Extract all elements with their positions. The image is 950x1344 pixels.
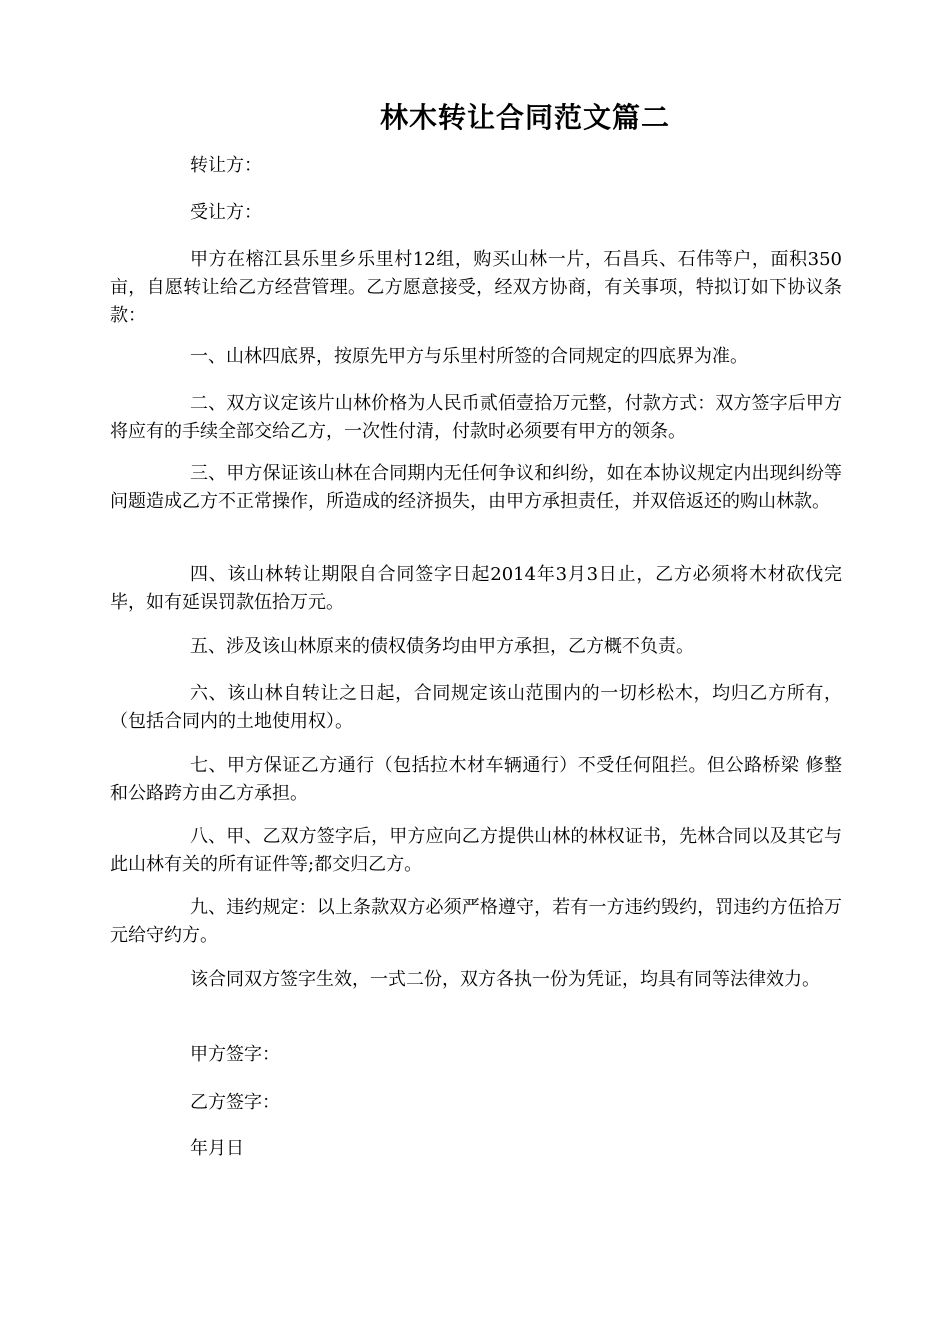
party-b-signature-label: 乙方签字：	[190, 1092, 280, 1113]
clause-text: 九、违约规定：以上条款双方必须严格遵守，若有一方违约毁约，罚违约方伍拾万元给守约方。	[110, 897, 842, 946]
clause-text: 二、双方议定该片山林价格为人民币贰佰壹拾万元整，付款方式：双方签字后甲方将应有的手续全部交给乙方，一次性付清，付款时必须要有甲方的领条。	[110, 393, 842, 442]
clause-5	[110, 633, 842, 661]
clause-text: 三、甲方保证该山林在合同期内无任何争议和纠纷，如在本协议规定内出现纠纷等问题造成乙方不正常操作，所造成的经济损失，由甲方承担责任，并双倍返还的购山林款。	[110, 463, 842, 512]
clause-8	[110, 823, 842, 879]
transferee-line	[110, 199, 842, 227]
clause-text: 四、该山林转让期限自合同签字日起2014年3月3日止，乙方必须将木材砍伐完毕，如有延误罚款伍拾万元。	[110, 564, 842, 613]
clause-9	[110, 894, 842, 950]
clause-4	[110, 561, 842, 617]
intro-text: 甲方在榕江县乐里乡乐里村12组，购买山林一片，石昌兵、石伟等户，面积350亩，自愿转让给乙方经营管理。乙方愿意接受，经双方协商，有关事项，特拟订如下协议条款：	[110, 249, 842, 326]
transferor-label: 转让方：	[190, 155, 262, 176]
clause-2	[110, 390, 842, 446]
intro-paragraph	[110, 246, 842, 330]
clause-text: 八、甲、乙双方签字后，甲方应向乙方提供山林的林权证书，先林合同以及其它与此山林有关的所有证件等;都交归乙方。	[110, 826, 842, 875]
effect-paragraph	[110, 966, 842, 994]
clause-text: 一、山林四底界，按原先甲方与乐里村所签的合同规定的四底界为准。	[190, 346, 748, 367]
clause-text: 六、该山林自转让之日起，合同规定该山范围内的一切杉松木，均归乙方所有，（包括合同内的土地使用权）。	[110, 683, 842, 732]
party-a-signature-label: 甲方签字：	[190, 1044, 280, 1065]
effect-text: 该合同双方签字生效，一式二份，双方各执一份为凭证，均具有同等法律效力。	[190, 969, 820, 990]
date-label: 年月日	[190, 1138, 244, 1159]
transferee-label: 受让方：	[190, 202, 262, 223]
party-a-signature-line	[110, 1041, 842, 1069]
clause-text: 七、甲方保证乙方通行（包括拉木材车辆通行）不受任何阻拦。但公路桥梁 修整和公路跨方由乙方承担。	[110, 755, 842, 804]
clause-text: 五、涉及该山林原来的债权债务均由甲方承担，乙方概不负责。	[190, 636, 694, 657]
clause-3	[110, 460, 842, 516]
date-line	[110, 1135, 842, 1163]
document-title: 林木转让合同范文篇二	[379, 101, 670, 134]
transferor-line	[110, 152, 842, 180]
clause-6	[110, 680, 842, 736]
clause-7	[110, 752, 842, 808]
party-b-signature-line	[110, 1089, 842, 1117]
clause-1	[110, 343, 842, 371]
